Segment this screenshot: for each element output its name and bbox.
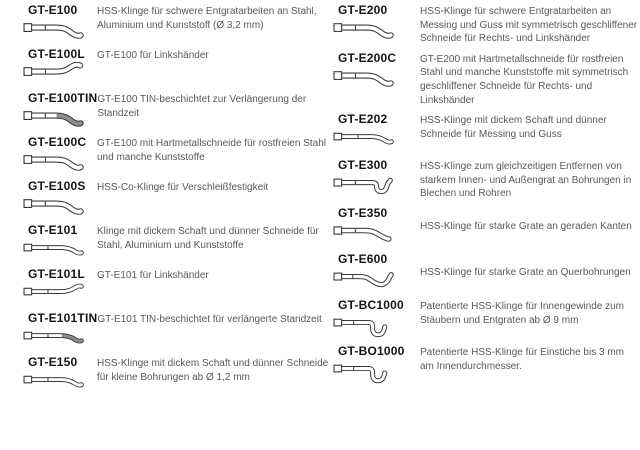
product-code: GT-BO1000 [338,343,405,358]
blade-z-hook-icon [333,359,420,385]
product-row-gt-e300 [333,159,639,201]
product-description: Klinge mit dickem Schaft und dünner Schneide für Stahl, Aluminium und Kunststoffe [97,226,319,251]
product-description: GT-E100 mit Hartmetallschneide für rostfreien Stahl und manche Kunststoffe [97,138,326,163]
blade-thin-curve-down-icon [23,370,97,396]
product-description: GT-E200 mit Hartmetallschneide für rostfreien Stahl und manche Kunststoffe mit symmetrisch geschliffener Schneide für Rechts- und Linkshänder [420,53,629,106]
product-code: GT-E100TIN [28,91,98,105]
product-code: GT-E101L [28,267,85,281]
product-row-gt-bc1000 [333,299,639,339]
blade-thin-curve-down-tin-icon [23,326,97,352]
blade-curve-up-icon [23,62,97,88]
product-code: GT-E200C [338,50,397,65]
product-description: HSS-Klinge für starke Grate an geraden Kanten [420,220,632,232]
product-row-gt-e100l [23,48,329,88]
product-id-cell [333,113,420,153]
product-column-left [23,4,329,400]
product-row-gt-e100s [23,180,329,220]
product-id-cell [333,52,420,92]
blade-z-hook-icon [333,313,420,339]
product-description: Patentierte HSS-Klinge für Innengewinde zum Stäubern und Entgraten ab Ø 9 mm [420,300,625,326]
blade-curve-down-icon [333,18,420,44]
blade-hook-icon [333,173,420,199]
product-id-cell [23,180,97,220]
product-code: GT-E100 [28,3,78,17]
product-row-gt-e100 [23,4,329,44]
product-row-gt-e202 [333,113,639,153]
product-description: HSS-Klinge zum gleichzeitigen Entfernen von starkem Innen- und Außengrat an Bohrungen in Blechen und Rohren [420,161,632,200]
product-code: GT-E101TIN [28,311,98,325]
product-id-cell [333,159,420,199]
product-id-cell [23,224,97,264]
product-row-gt-e101 [23,224,329,264]
product-description: HSS-Klinge für starke Grate an Querbohrungen [420,266,631,278]
product-row-gt-bo1000 [333,345,639,385]
product-column-right [333,4,639,391]
product-row-gt-e101l [23,268,329,308]
blade-thin-curve-down-icon [333,127,420,153]
product-row-gt-e100c [23,136,329,176]
product-row-gt-e200 [333,4,639,46]
blade-s-curve-icon [333,267,420,293]
product-id-cell [23,268,97,308]
product-code: GT-E200 [338,3,388,17]
product-description: GT-E101 TIN-beschichtet für verlängerte Standzeit [97,314,322,325]
product-id-cell [333,299,420,339]
product-code: GT-E100L [28,47,85,61]
blade-curve-down-icon [23,18,97,44]
product-row-gt-e101tin [23,312,329,352]
product-description: HSS-Klinge mit dickem Schaft und dünner Schneide für Messing und Guss [420,115,607,140]
product-code: GT-E350 [338,205,388,220]
product-code: GT-E150 [28,355,78,369]
product-code: GT-E101 [28,223,78,237]
product-row-gt-e600 [333,253,639,293]
product-id-cell [23,4,97,44]
product-row-gt-e100tin [23,92,329,132]
blade-thin-curve-up-icon [23,282,97,308]
product-id-cell [23,136,97,176]
product-description: HSS-Klinge für schwere Entgratarbeiten an Messing und Guss mit symmetrisch geschliffener Schneide für Rechts- und Linkshänder [420,6,638,45]
blade-angle-down-icon [333,221,420,247]
product-id-cell [23,48,97,88]
product-description: GT-E100 TIN-beschichtet zur Verlängerung der Standzeit [97,94,307,119]
product-code: GT-BC1000 [338,297,404,312]
product-id-cell [333,207,420,247]
product-description: HSS-Klinge mit dickem Schaft und dünner Schneide für kleine Bohrungen ab Ø 1,2 mm [97,358,329,383]
product-code: GT-E202 [338,112,388,127]
product-code: GT-E100S [28,179,86,193]
product-description: HSS-Klinge für schwere Entgratarbeiten an Stahl, Aluminium und Kunststoff (Ø 3,2 mm) [97,6,317,31]
blade-curve-down-icon [333,66,420,92]
product-id-cell [23,312,97,352]
product-row-gt-e200c [333,52,639,107]
product-id-cell [333,253,420,293]
product-row-gt-e150 [23,356,329,396]
product-code: GT-E300 [338,158,388,173]
product-row-gt-e350 [333,207,639,247]
product-id-cell [23,92,97,132]
product-description: Patentierte HSS-Klinge für Einstiche bis 3 mm am Innendurchmesser. [420,346,624,372]
blade-curve-down-icon [23,150,97,176]
product-description: HSS-Co-Klinge für Verschleißfestigkeit [97,182,269,193]
product-code: GT-E600 [338,251,388,266]
product-id-cell [333,4,420,44]
product-id-cell [333,345,420,385]
blade-curve-down-tin-icon [23,106,97,132]
blade-curve-down-icon [23,194,97,220]
product-description: GT-E101 für Linkshänder [97,270,209,281]
product-description: GT-E100 für Linkshänder [97,50,209,61]
product-id-cell [23,356,97,396]
product-code: GT-E100C [28,135,87,149]
blade-thin-curve-down-icon [23,238,97,264]
